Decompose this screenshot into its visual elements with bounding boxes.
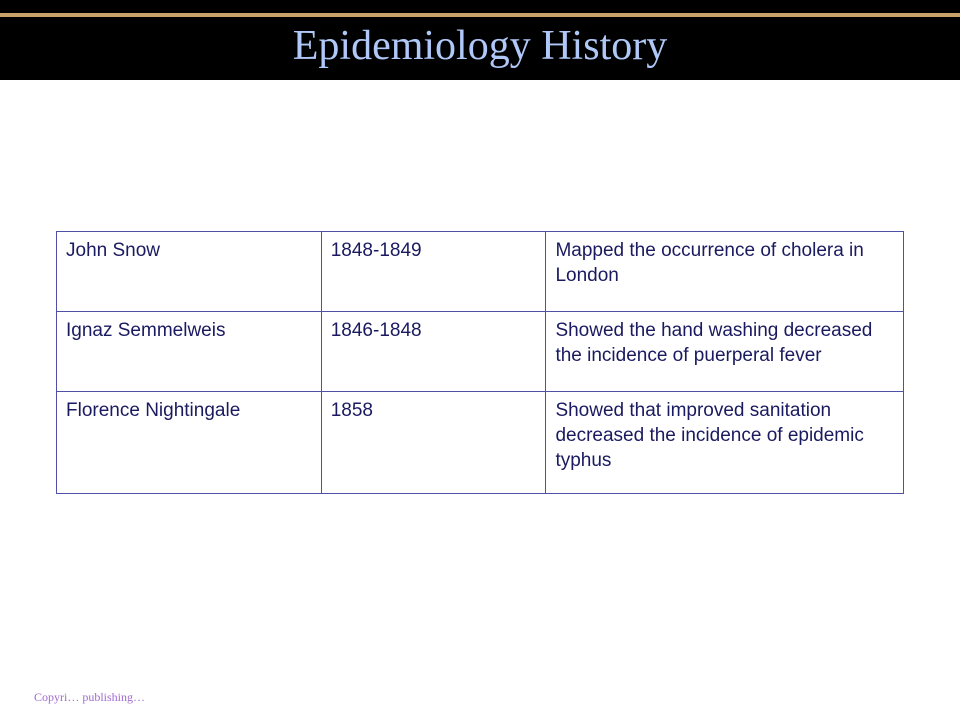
copyright-footer: Copyri… publishing… bbox=[34, 690, 146, 704]
table-cell-description: Showed that improved sanitation decreased the incidence of epidemic typhus bbox=[546, 392, 904, 494]
table-row bbox=[57, 312, 904, 392]
table-cell-name: Ignaz Semmelweis bbox=[57, 312, 322, 392]
table-cell-years: 1846-1848 bbox=[321, 312, 546, 392]
table-cell-description: Showed the hand washing decreased the incidence of puerperal fever bbox=[546, 312, 904, 392]
table-cell-name: Florence Nightingale bbox=[57, 392, 322, 494]
table-cell-years: 1848-1849 bbox=[321, 232, 546, 312]
table-cell-name: John Snow bbox=[57, 232, 322, 312]
table-cell-description: Mapped the occurrence of cholera in London bbox=[546, 232, 904, 312]
table-row bbox=[57, 392, 904, 494]
table-row bbox=[57, 232, 904, 312]
table-cell-years: 1858 bbox=[321, 392, 546, 494]
history-table bbox=[56, 231, 904, 494]
slide-title: Epidemiology History bbox=[292, 23, 668, 69]
